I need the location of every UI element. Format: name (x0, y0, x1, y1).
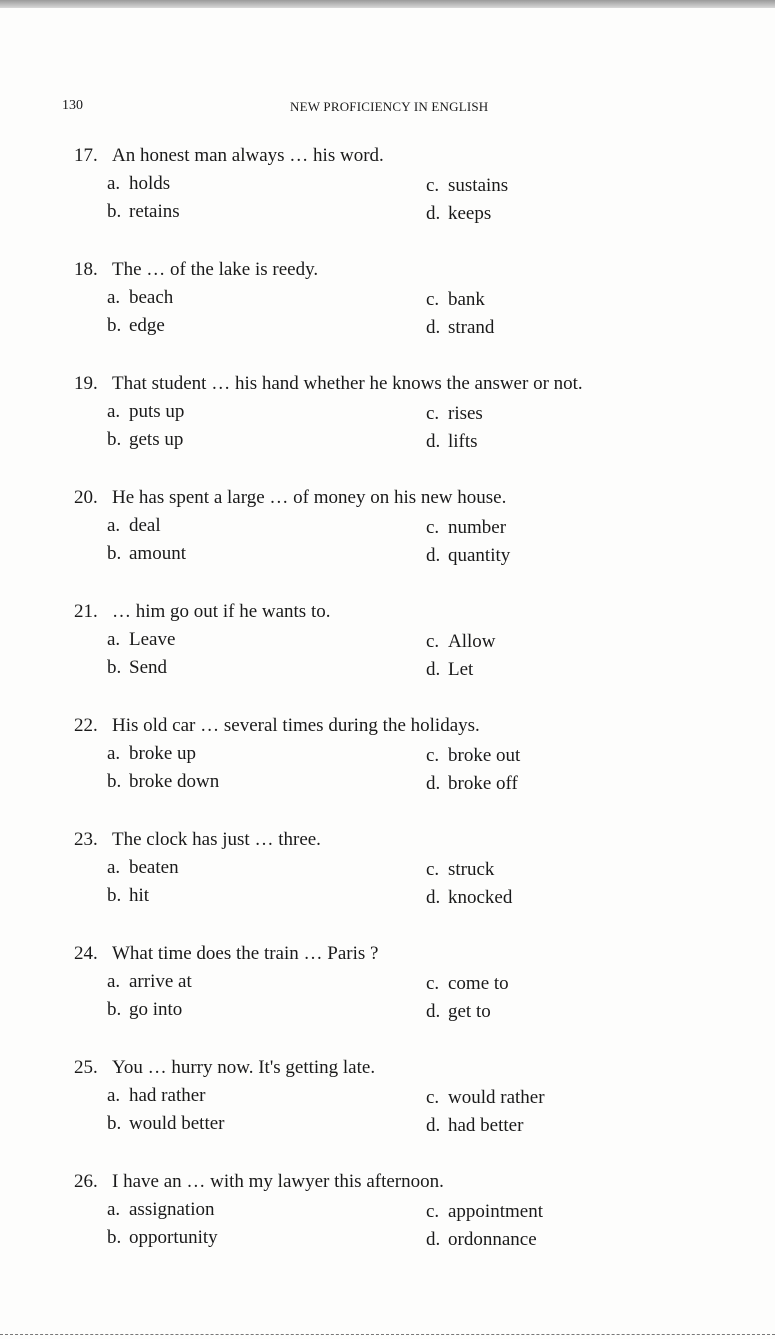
question-text: You … hurry now. It's getting late. (112, 1057, 376, 1078)
option-text: edge (129, 315, 165, 336)
option-b: b. edge (107, 315, 165, 336)
option-text: amount (129, 543, 186, 564)
option-text: holds (129, 173, 171, 194)
question-number: 21. (74, 601, 98, 622)
option-text: knocked (448, 887, 513, 908)
option-text: Leave (129, 629, 176, 650)
question-item (74, 601, 754, 715)
scan-top-edge (0, 0, 775, 8)
book-page (0, 8, 775, 1339)
question-item (74, 715, 754, 829)
option-d: d. knocked (426, 887, 513, 908)
question-number: 24. (74, 943, 98, 964)
option-d: d. get to (426, 1001, 491, 1022)
question-stem (74, 1171, 444, 1193)
question-item (74, 259, 754, 373)
option-text: bank (448, 289, 485, 310)
option-text: deal (129, 515, 161, 536)
option-d: d. ordonnance (426, 1229, 537, 1250)
question-item (74, 1057, 754, 1171)
question-item (74, 487, 754, 601)
option-text: sustains (448, 175, 509, 196)
option-text: gets up (129, 429, 184, 450)
option-d: d. strand (426, 317, 495, 338)
option-b: b. opportunity (107, 1227, 218, 1248)
option-c: c. Allow (426, 631, 496, 652)
option-a: a. assignation (107, 1199, 215, 1220)
option-text: appointment (448, 1201, 543, 1222)
option-c: c. come to (426, 973, 509, 994)
question-stem (74, 601, 330, 623)
question-text: What time does the train … Paris ? (112, 943, 379, 964)
option-d: d. broke off (426, 773, 518, 794)
question-text: His old car … several times during the holidays. (112, 715, 480, 736)
option-text: Let (448, 659, 474, 680)
question-text: An honest man always … his word. (112, 145, 384, 166)
option-a: a. had rather (107, 1085, 206, 1106)
scan-bottom-edge (0, 1334, 775, 1336)
option-c: c. rises (426, 403, 483, 424)
option-text: would better (129, 1113, 225, 1134)
option-c: c. would rather (426, 1087, 545, 1108)
option-text: opportunity (129, 1227, 218, 1248)
running-title: NEW PROFICIENCY IN ENGLISH (290, 99, 489, 114)
option-text: get to (448, 1001, 491, 1022)
question-item (74, 145, 754, 259)
question-stem (74, 829, 321, 851)
option-a: a. beach (107, 287, 174, 308)
option-text: had rather (129, 1085, 206, 1106)
option-text: hit (129, 885, 150, 906)
option-b: b. amount (107, 543, 186, 564)
page-number: 130 (62, 98, 83, 113)
option-text: had better (448, 1115, 524, 1136)
option-text: keeps (448, 203, 492, 224)
option-c: c. broke out (426, 745, 521, 766)
question-text: He has spent a large … of money on his new house. (112, 487, 507, 508)
option-text: retains (129, 201, 180, 222)
option-text: ordonnance (448, 1229, 537, 1250)
question-number: 26. (74, 1171, 98, 1192)
option-text: come to (448, 973, 509, 994)
option-b: b. broke down (107, 771, 220, 792)
option-text: rises (448, 403, 483, 424)
option-text: Allow (448, 631, 496, 652)
option-text: go into (129, 999, 183, 1020)
question-number: 17. (74, 145, 98, 166)
question-list (74, 145, 754, 1285)
option-b: b. would better (107, 1113, 225, 1134)
question-stem (74, 259, 318, 281)
question-text: That student … his hand whether he knows the answer or not. (112, 373, 583, 394)
option-d: d. Let (426, 659, 474, 680)
question-number: 22. (74, 715, 98, 736)
question-stem (74, 487, 506, 509)
option-b: b. gets up (107, 429, 184, 450)
option-a: a. deal (107, 515, 161, 536)
option-d: d. had better (426, 1115, 524, 1136)
question-number: 23. (74, 829, 98, 850)
option-a: a. holds (107, 173, 171, 194)
option-text: puts up (129, 401, 185, 422)
question-stem (74, 145, 384, 167)
option-text: beaten (129, 857, 179, 878)
question-stem (74, 1057, 375, 1079)
question-item (74, 829, 754, 943)
option-b: b. retains (107, 201, 180, 222)
option-a: a. Leave (107, 629, 176, 650)
option-d: d. quantity (426, 545, 511, 566)
option-text: quantity (448, 545, 511, 566)
question-text: I have an … with my lawyer this afternoon. (112, 1171, 444, 1192)
question-stem (74, 715, 480, 737)
option-text: strand (448, 317, 495, 338)
option-c: c. sustains (426, 175, 509, 196)
question-number: 25. (74, 1057, 98, 1078)
question-number: 18. (74, 259, 98, 280)
question-text: The clock has just … three. (112, 829, 321, 850)
option-d: d. lifts (426, 431, 478, 452)
question-item (74, 1171, 754, 1285)
option-a: a. broke up (107, 743, 197, 764)
option-text: Send (129, 657, 167, 678)
option-c: c. struck (426, 859, 495, 880)
option-d: d. keeps (426, 203, 492, 224)
option-text: broke up (129, 743, 197, 764)
option-a: a. beaten (107, 857, 179, 878)
option-a: a. puts up (107, 401, 185, 422)
option-text: broke off (448, 773, 518, 794)
question-number: 20. (74, 487, 98, 508)
option-text: beach (129, 287, 174, 308)
option-text: would rather (448, 1087, 545, 1108)
option-c: c. number (426, 517, 507, 538)
option-b: b. Send (107, 657, 167, 678)
option-b: b. hit (107, 885, 150, 906)
option-c: c. bank (426, 289, 485, 310)
option-text: arrive at (129, 971, 192, 992)
question-number: 19. (74, 373, 98, 394)
question-item (74, 943, 754, 1057)
option-a: a. arrive at (107, 971, 192, 992)
option-b: b. go into (107, 999, 183, 1020)
option-text: struck (448, 859, 495, 880)
question-text: … him go out if he wants to. (112, 601, 331, 622)
option-text: lifts (448, 431, 478, 452)
option-c: c. appointment (426, 1201, 543, 1222)
question-item (74, 373, 754, 487)
option-text: number (448, 517, 507, 538)
question-stem (74, 373, 583, 395)
option-text: assignation (129, 1199, 215, 1220)
option-text: broke down (129, 771, 220, 792)
question-text: The … of the lake is reedy. (112, 259, 319, 280)
option-text: broke out (448, 745, 521, 766)
question-stem (74, 943, 378, 965)
